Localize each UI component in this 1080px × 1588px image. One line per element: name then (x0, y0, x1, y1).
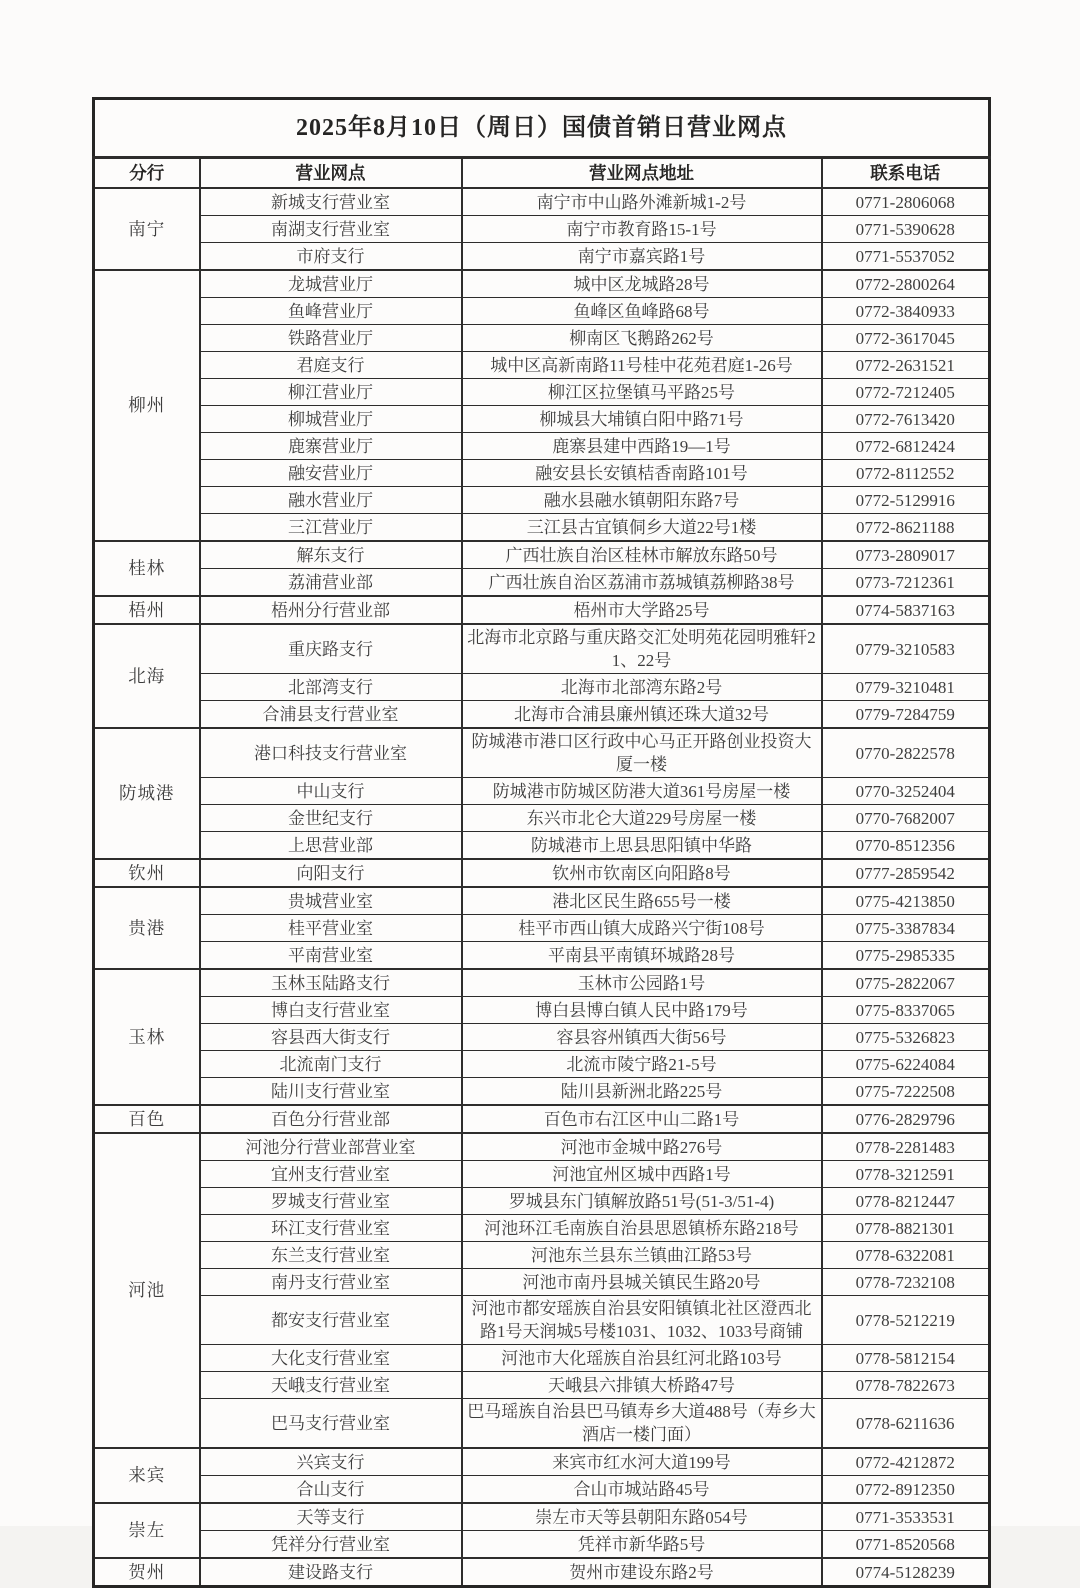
outlet-name-cell: 博白支行营业室 (200, 997, 462, 1024)
outlet-phone-cell: 0771-8520568 (822, 1531, 990, 1559)
outlet-address-cell: 河池宜州区城中西路1号 (462, 1161, 822, 1188)
outlet-address-cell: 广西壮族自治区桂林市解放东路50号 (462, 541, 822, 569)
outlet-row (94, 1215, 990, 1242)
outlet-address-cell: 陆川县新洲北路225号 (462, 1078, 822, 1106)
outlet-address-cell: 城中区龙城路28号 (462, 270, 822, 298)
outlet-phone-cell: 0775-2822067 (822, 969, 990, 997)
outlet-address-cell: 防城港市防城区防港大道361号房屋一楼 (462, 778, 822, 805)
outlet-name-cell: 宜州支行营业室 (200, 1161, 462, 1188)
outlet-row (94, 487, 990, 514)
outlet-phone-cell: 0778-8212447 (822, 1188, 990, 1215)
outlet-row (94, 915, 990, 942)
outlet-row (94, 188, 990, 216)
outlet-address-cell: 梧州市大学路25号 (462, 596, 822, 624)
outlet-name-cell: 罗城支行营业室 (200, 1188, 462, 1215)
outlet-phone-cell: 0775-8337065 (822, 997, 990, 1024)
outlet-row (94, 1476, 990, 1504)
outlet-name-cell: 解东支行 (200, 541, 462, 569)
outlet-row (94, 997, 990, 1024)
outlet-name-cell: 上思营业部 (200, 832, 462, 860)
outlet-address-cell: 鱼峰区鱼峰路68号 (462, 298, 822, 325)
outlet-phone-cell: 0770-7682007 (822, 805, 990, 832)
outlet-name-cell: 中山支行 (200, 778, 462, 805)
outlet-address-cell: 玉林市公园路1号 (462, 969, 822, 997)
outlet-address-cell: 崇左市天等县朝阳东路054号 (462, 1503, 822, 1531)
outlet-address-cell: 柳江区拉堡镇马平路25号 (462, 379, 822, 406)
outlet-name-cell: 天峨支行营业室 (200, 1372, 462, 1399)
outlet-name-cell: 河池分行营业部营业室 (200, 1133, 462, 1161)
branch-city-cell: 南宁 (94, 188, 200, 270)
outlet-name-cell: 凭祥分行营业室 (200, 1531, 462, 1559)
outlet-phone-cell: 0775-2985335 (822, 942, 990, 970)
outlet-row (94, 887, 990, 915)
branch-city-cell: 桂林 (94, 541, 200, 596)
outlet-address-cell: 柳南区飞鹅路262号 (462, 325, 822, 352)
outlet-phone-cell: 0772-4212872 (822, 1448, 990, 1476)
outlet-phone-cell: 0771-3533531 (822, 1503, 990, 1531)
outlet-address-cell: 百色市右江区中山二路1号 (462, 1105, 822, 1133)
table-header-row (94, 158, 990, 189)
outlet-address-cell: 凭祥市新华路5号 (462, 1531, 822, 1559)
outlet-phone-cell: 0772-2800264 (822, 270, 990, 298)
outlet-phone-cell: 0772-3617045 (822, 325, 990, 352)
outlet-row (94, 1296, 990, 1345)
outlet-address-cell: 北海市合浦县廉州镇还珠大道32号 (462, 701, 822, 729)
outlet-address-cell: 天峨县六排镇大桥路47号 (462, 1372, 822, 1399)
bond-sale-outlets-table (92, 97, 991, 1588)
outlet-address-cell: 鹿寨县建中西路19—1号 (462, 433, 822, 460)
outlet-row (94, 728, 990, 778)
outlet-name-cell: 大化支行营业室 (200, 1345, 462, 1372)
outlet-phone-cell: 0771-5390628 (822, 216, 990, 243)
outlet-row (94, 1105, 990, 1133)
outlet-name-cell: 北流南门支行 (200, 1051, 462, 1078)
outlet-name-cell: 鹿寨营业厅 (200, 433, 462, 460)
outlet-name-cell: 荔浦营业部 (200, 569, 462, 597)
outlet-row (94, 1078, 990, 1106)
outlet-phone-cell: 0778-3212591 (822, 1161, 990, 1188)
branch-city-cell: 钦州 (94, 859, 200, 887)
outlet-phone-cell: 0772-7212405 (822, 379, 990, 406)
outlet-address-cell: 河池市大化瑶族自治县红河北路103号 (462, 1345, 822, 1372)
outlet-name-cell: 重庆路支行 (200, 624, 462, 674)
outlet-phone-cell: 0775-3387834 (822, 915, 990, 942)
outlet-phone-cell: 0775-7222508 (822, 1078, 990, 1106)
outlet-name-cell: 容县西大街支行 (200, 1024, 462, 1051)
outlet-row (94, 674, 990, 701)
outlet-phone-cell: 0771-2806068 (822, 188, 990, 216)
outlet-row (94, 1269, 990, 1296)
outlet-row (94, 1531, 990, 1559)
outlet-row (94, 859, 990, 887)
column-header-address: 营业网点地址 (462, 158, 822, 189)
outlet-phone-cell: 0778-8821301 (822, 1215, 990, 1242)
outlet-name-cell: 天等支行 (200, 1503, 462, 1531)
column-header-outlet: 营业网点 (200, 158, 462, 189)
outlet-phone-cell: 0772-8912350 (822, 1476, 990, 1504)
outlet-row (94, 433, 990, 460)
outlet-name-cell: 君庭支行 (200, 352, 462, 379)
outlet-row (94, 243, 990, 271)
outlet-row (94, 270, 990, 298)
outlet-phone-cell: 0772-8112552 (822, 460, 990, 487)
outlet-address-cell: 南宁市中山路外滩新城1-2号 (462, 188, 822, 216)
outlet-address-cell: 柳城县大埔镇白阳中路71号 (462, 406, 822, 433)
outlet-phone-cell: 0772-7613420 (822, 406, 990, 433)
outlet-address-cell: 容县容州镇西大街56号 (462, 1024, 822, 1051)
outlet-name-cell: 南丹支行营业室 (200, 1269, 462, 1296)
outlet-row (94, 352, 990, 379)
outlet-phone-cell: 0770-3252404 (822, 778, 990, 805)
page-title: 2025年8月10日（周日）国债首销日营业网点 (94, 99, 990, 158)
branch-city-cell: 防城港 (94, 728, 200, 859)
outlet-row (94, 1161, 990, 1188)
outlet-address-cell: 钦州市钦南区向阳路8号 (462, 859, 822, 887)
branch-city-cell: 玉林 (94, 969, 200, 1105)
outlet-name-cell: 三江营业厅 (200, 514, 462, 542)
outlet-name-cell: 铁路营业厅 (200, 325, 462, 352)
outlet-phone-cell: 0779-3210481 (822, 674, 990, 701)
outlet-row (94, 1024, 990, 1051)
outlet-address-cell: 三江县古宜镇侗乡大道22号1楼 (462, 514, 822, 542)
outlet-phone-cell: 0773-2809017 (822, 541, 990, 569)
outlet-phone-cell: 0772-2631521 (822, 352, 990, 379)
outlet-row (94, 325, 990, 352)
outlet-phone-cell: 0778-6322081 (822, 1242, 990, 1269)
outlet-address-cell: 港北区民生路655号一楼 (462, 887, 822, 915)
outlet-address-cell: 融安县长安镇桔香南路101号 (462, 460, 822, 487)
outlet-row (94, 832, 990, 860)
outlet-address-cell: 城中区高新南路11号桂中花苑君庭1-26号 (462, 352, 822, 379)
outlet-name-cell: 都安支行营业室 (200, 1296, 462, 1345)
outlet-address-cell: 河池市南丹县城关镇民生路20号 (462, 1269, 822, 1296)
outlet-row (94, 1558, 990, 1587)
table-title-row (94, 99, 990, 158)
outlet-row (94, 624, 990, 674)
outlet-address-cell: 来宾市红水河大道199号 (462, 1448, 822, 1476)
outlet-name-cell: 兴宾支行 (200, 1448, 462, 1476)
outlet-phone-cell: 0775-4213850 (822, 887, 990, 915)
outlet-phone-cell: 0778-7232108 (822, 1269, 990, 1296)
outlet-phone-cell: 0770-8512356 (822, 832, 990, 860)
outlet-phone-cell: 0774-5837163 (822, 596, 990, 624)
column-header-phone: 联系电话 (822, 158, 990, 189)
outlet-name-cell: 南湖支行营业室 (200, 216, 462, 243)
outlet-phone-cell: 0772-6812424 (822, 433, 990, 460)
outlet-row (94, 406, 990, 433)
table-body (94, 188, 990, 1587)
outlet-name-cell: 环江支行营业室 (200, 1215, 462, 1242)
outlet-row (94, 1399, 990, 1449)
outlet-address-cell: 贺州市建设东路2号 (462, 1558, 822, 1587)
outlet-row (94, 1345, 990, 1372)
outlet-address-cell: 南宁市嘉宾路1号 (462, 243, 822, 271)
outlet-address-cell: 北海市北部湾东路2号 (462, 674, 822, 701)
outlet-name-cell: 平南营业室 (200, 942, 462, 970)
outlet-name-cell: 港口科技支行营业室 (200, 728, 462, 778)
outlet-row (94, 805, 990, 832)
outlet-phone-cell: 0770-2822578 (822, 728, 990, 778)
column-header-branch: 分行 (94, 158, 200, 189)
branch-city-cell: 来宾 (94, 1448, 200, 1503)
outlet-address-cell: 北流市陵宁路21-5号 (462, 1051, 822, 1078)
outlet-phone-cell: 0778-7822673 (822, 1372, 990, 1399)
outlet-address-cell: 河池市都安瑶族自治县安阳镇镇北社区澄西北路1号天润城5号楼1031、1032、1033号商铺 (462, 1296, 822, 1345)
outlet-address-cell: 桂平市西山镇大成路兴宁街108号 (462, 915, 822, 942)
outlet-phone-cell: 0775-6224084 (822, 1051, 990, 1078)
outlet-row (94, 1448, 990, 1476)
outlet-name-cell: 桂平营业室 (200, 915, 462, 942)
outlet-name-cell: 向阳支行 (200, 859, 462, 887)
outlet-address-cell: 合山市城站路45号 (462, 1476, 822, 1504)
outlet-row (94, 942, 990, 970)
outlet-phone-cell: 0777-2859542 (822, 859, 990, 887)
outlet-phone-cell: 0773-7212361 (822, 569, 990, 597)
outlet-phone-cell: 0775-5326823 (822, 1024, 990, 1051)
outlet-name-cell: 百色分行营业部 (200, 1105, 462, 1133)
branch-city-cell: 崇左 (94, 1503, 200, 1558)
outlet-phone-cell: 0772-5129916 (822, 487, 990, 514)
outlet-name-cell: 柳江营业厅 (200, 379, 462, 406)
outlet-phone-cell: 0778-6211636 (822, 1399, 990, 1449)
outlet-name-cell: 市府支行 (200, 243, 462, 271)
outlet-row (94, 701, 990, 729)
outlet-name-cell: 东兰支行营业室 (200, 1242, 462, 1269)
outlet-row (94, 569, 990, 597)
branch-city-cell: 梧州 (94, 596, 200, 624)
outlet-phone-cell: 0778-5212219 (822, 1296, 990, 1345)
outlet-name-cell: 融安营业厅 (200, 460, 462, 487)
outlet-row (94, 541, 990, 569)
outlet-row (94, 1051, 990, 1078)
outlet-name-cell: 合山支行 (200, 1476, 462, 1504)
outlet-address-cell: 平南县平南镇环城路28号 (462, 942, 822, 970)
outlet-name-cell: 金世纪支行 (200, 805, 462, 832)
outlet-phone-cell: 0779-3210583 (822, 624, 990, 674)
branch-city-cell: 北海 (94, 624, 200, 728)
branch-city-cell: 百色 (94, 1105, 200, 1133)
outlet-name-cell: 北部湾支行 (200, 674, 462, 701)
outlet-row (94, 596, 990, 624)
outlet-address-cell: 南宁市教育路15-1号 (462, 216, 822, 243)
outlet-name-cell: 新城支行营业室 (200, 188, 462, 216)
outlet-row (94, 216, 990, 243)
outlet-row (94, 514, 990, 542)
outlet-name-cell: 梧州分行营业部 (200, 596, 462, 624)
outlet-row (94, 1188, 990, 1215)
outlet-phone-cell: 0771-5537052 (822, 243, 990, 271)
outlet-address-cell: 河池环江毛南族自治县思恩镇桥东路218号 (462, 1215, 822, 1242)
outlet-phone-cell: 0772-8621188 (822, 514, 990, 542)
outlet-address-cell: 巴马瑶族自治县巴马镇寿乡大道488号（寿乡大酒店一楼门面） (462, 1399, 822, 1449)
outlet-name-cell: 贵城营业室 (200, 887, 462, 915)
outlet-address-cell: 北海市北京路与重庆路交汇处明苑花园明雅轩21、22号 (462, 624, 822, 674)
outlet-row (94, 298, 990, 325)
outlet-row (94, 379, 990, 406)
branch-city-cell: 贺州 (94, 1558, 200, 1587)
outlet-phone-cell: 0778-2281483 (822, 1133, 990, 1161)
outlet-address-cell: 东兴市北仑大道229号房屋一楼 (462, 805, 822, 832)
outlet-row (94, 1503, 990, 1531)
branch-city-cell: 贵港 (94, 887, 200, 969)
outlet-phone-cell: 0772-3840933 (822, 298, 990, 325)
outlet-name-cell: 玉林玉陆路支行 (200, 969, 462, 997)
outlet-phone-cell: 0776-2829796 (822, 1105, 990, 1133)
outlet-name-cell: 建设路支行 (200, 1558, 462, 1587)
outlet-address-cell: 防城港市港口区行政中心马正开路创业投资大厦一楼 (462, 728, 822, 778)
outlet-phone-cell: 0778-5812154 (822, 1345, 990, 1372)
branch-city-cell: 柳州 (94, 270, 200, 541)
outlet-name-cell: 柳城营业厅 (200, 406, 462, 433)
outlet-row (94, 969, 990, 997)
outlet-row (94, 460, 990, 487)
outlet-address-cell: 罗城县东门镇解放路51号(51-3/51-4) (462, 1188, 822, 1215)
outlet-address-cell: 博白县博白镇人民中路179号 (462, 997, 822, 1024)
outlet-address-cell: 融水县融水镇朝阳东路7号 (462, 487, 822, 514)
outlet-address-cell: 广西壮族自治区荔浦市荔城镇荔柳路38号 (462, 569, 822, 597)
outlet-name-cell: 陆川支行营业室 (200, 1078, 462, 1106)
outlet-name-cell: 鱼峰营业厅 (200, 298, 462, 325)
outlet-name-cell: 融水营业厅 (200, 487, 462, 514)
outlet-row (94, 1133, 990, 1161)
outlet-row (94, 778, 990, 805)
outlet-phone-cell: 0774-5128239 (822, 1558, 990, 1587)
outlet-address-cell: 河池市金城中路276号 (462, 1133, 822, 1161)
branch-city-cell: 河池 (94, 1133, 200, 1448)
outlet-row (94, 1372, 990, 1399)
outlet-name-cell: 龙城营业厅 (200, 270, 462, 298)
outlet-name-cell: 合浦县支行营业室 (200, 701, 462, 729)
outlet-address-cell: 河池东兰县东兰镇曲江路53号 (462, 1242, 822, 1269)
outlet-address-cell: 防城港市上思县思阳镇中华路 (462, 832, 822, 860)
outlet-phone-cell: 0779-7284759 (822, 701, 990, 729)
outlet-row (94, 1242, 990, 1269)
outlet-name-cell: 巴马支行营业室 (200, 1399, 462, 1449)
